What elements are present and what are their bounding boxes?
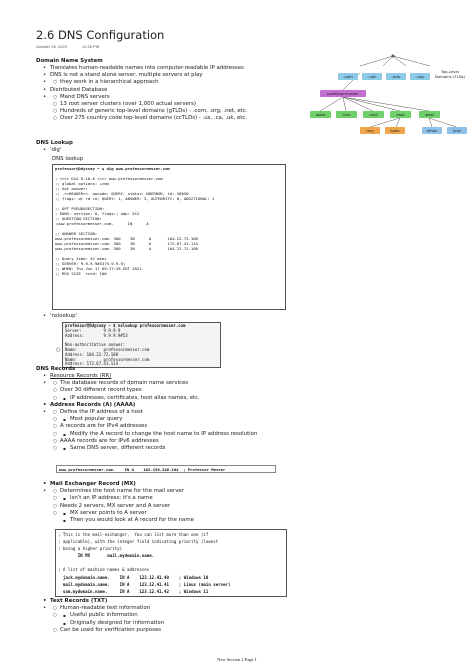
list-item-nested	[50, 605, 456, 634]
list-item: ○ 13 root server clusters (over 1,000 actual servers)	[60, 101, 306, 108]
list-item-nested	[50, 409, 456, 452]
code-line: ;; Got answer:	[55, 186, 88, 191]
list-item: ○ • The database records of domain name services	[60, 380, 456, 387]
dig-label: DNS lookup	[52, 156, 84, 162]
tld-node-org: .org	[410, 73, 430, 80]
list-item: • 'dig'	[50, 147, 73, 154]
list-item: ▪ ○ Most popular query	[70, 416, 456, 423]
code-line: ;; OPT PSEUDOSECTION:	[55, 206, 105, 211]
list-item: ▪ ○ Modify the A record to change the host name to IP address resolution	[70, 431, 456, 438]
list-item-nested	[60, 612, 456, 626]
host-node-katie: katie	[385, 127, 405, 134]
list-item: • DNS is not a stand alone server, multiple servers at play	[50, 72, 306, 79]
list-item: ▪ ○ Useful public information	[70, 612, 456, 619]
list-item: ▪ ○ Same DNS server, different records	[70, 445, 456, 452]
a-record-example	[56, 465, 276, 473]
code-line: mail.mydomain.name. IN A 123.12.41.41 ; Linux (main server)	[58, 581, 231, 587]
list-item-nested	[60, 495, 456, 502]
code-line: www.professormesser.com. 300 IN A 104.22.73.108	[55, 236, 198, 241]
list-item-nested	[50, 94, 306, 123]
list-item: • Address Records (A) (AAAA)	[50, 402, 456, 409]
second-level-node: professormesser	[320, 90, 366, 97]
tld-label: Top-Level Domains (TLDs)	[434, 69, 466, 79]
page-date: October 16, 2023	[36, 44, 67, 49]
tld-node-com: .com	[338, 73, 358, 80]
nslookup-section	[36, 313, 77, 320]
code-line: ; applicable), with the integer field indicating priority (lowest	[58, 539, 219, 545]
list-item: • Distributed Database	[50, 87, 306, 94]
code-line: jack.mydomain.name. IN A 123.12.41.40 ; Windows 10	[58, 574, 209, 580]
code-line: Address: 9.9.9.9#53	[65, 332, 128, 338]
dig-code-lines	[55, 166, 283, 276]
mx-record-example	[55, 529, 287, 597]
code-line: ;; QUESTION SECTION:	[55, 216, 102, 221]
bullet-list	[36, 313, 77, 320]
list-item: ○ AAAA records are for IPv6 addresses	[60, 438, 456, 445]
section-heading: DNS Lookup	[36, 140, 73, 146]
list-item: ○ Hundreds of generic top-level domains (gTLDs) - .com, .org, .net, etc.	[60, 108, 306, 115]
code-line: ; EDNS: version: 0, flags:; udp: 512	[55, 211, 140, 216]
list-item: ▪ ○ IP addresses, certificates, host alias names, etc.	[70, 395, 456, 402]
host-node-trey: trey	[360, 127, 380, 134]
list-item-nested	[60, 416, 456, 423]
code-line: ;; MSG SIZE rcvd: 100	[55, 271, 107, 276]
dig-output	[52, 164, 286, 310]
bullet-list	[36, 481, 456, 524]
list-item: ▪ ○ Isn't an IP address; it's a name	[70, 495, 456, 502]
bullet-list	[36, 147, 73, 154]
code-line: Server: 9.9.9.9	[65, 327, 121, 333]
section-mx-records	[36, 481, 456, 524]
list-item: ○ • Mand DNS servers	[60, 94, 306, 101]
code-line: www.professormesser.com. 300 IN A 172.67.41.114	[55, 241, 198, 246]
list-item-nested	[60, 431, 456, 438]
nslookup-output	[62, 322, 221, 368]
host-node-mail: mail	[363, 111, 384, 118]
section-domain-name-system	[36, 58, 306, 123]
list-item: ○ Over 275 country code top-level domains (ccTLDs) - .us, .ca, .uk, etc.	[60, 115, 306, 122]
list-item: • Translates human-readable names into computer-readable IP addresses	[50, 65, 306, 72]
code-line: professor@Odyssey ~ $ nslookup professormesser.com	[65, 323, 186, 328]
code-line: ; being a higher priority)	[58, 546, 123, 552]
code-line: Address: 172.67.41.114	[65, 361, 118, 367]
section-heading: Domain Name System	[36, 58, 103, 64]
a-record-example-line: www.professormesser.com. IN A 162.159.246.164 ; Professor Messer	[59, 467, 226, 472]
code-line: Address: 104.22.72.108	[65, 351, 118, 357]
list-item: ▪ ○ MX server points to A server	[70, 510, 456, 517]
section-heading: DNS Records	[36, 366, 76, 372]
tld-node-net: .net	[362, 73, 382, 80]
code-line: www.professormesser.com. 300 IN A 104.22.72.108	[55, 246, 198, 251]
list-item: ▪ Originally designed for information	[70, 620, 456, 627]
list-item: • 'nslookup'	[50, 313, 77, 320]
list-item: ○ Over 30 different record types	[60, 387, 456, 394]
code-line: Non-authoritative answer:	[65, 342, 126, 348]
code-line: Name: professormesser.com	[65, 346, 150, 352]
tld-node-edu: .edu	[386, 73, 406, 80]
list-item-nested	[50, 488, 456, 524]
list-item: ○ Can be used for verification purposes	[60, 627, 456, 634]
list-item: ▪ Then you would look at A record for the name	[70, 517, 456, 524]
host-node-judy: judy	[447, 127, 467, 134]
code-line: ; A list of machine names & addresses	[58, 567, 150, 573]
code-line: ;; flags: qr rd ra; QUERY: 1, ANSWER: 3, AUTHORITY: 0, ADDITIONAL: 1	[55, 196, 215, 201]
list-item-nested	[50, 79, 306, 86]
list-item: • Resource Records (RR)	[50, 373, 456, 380]
list-item: • Mail Exchanger Record (MX)	[50, 481, 456, 488]
list-item-nested	[60, 395, 456, 402]
list-item: ○ • Human-readable text information	[60, 605, 456, 612]
code-line: ;; ANSWER SECTION:	[55, 231, 98, 236]
bullet-list	[36, 373, 456, 452]
code-line: ;; Query time: 42 msec	[55, 256, 107, 261]
list-item: ○ • Define the IP address of a host	[60, 409, 456, 416]
host-node-live: live	[336, 111, 357, 118]
list-item: ○ Needs 2 servers, MX server and A server	[60, 503, 456, 510]
code-line: ;; WHEN: Thu Jun 17 09:17:28 EDT 2021	[55, 266, 142, 271]
code-line	[58, 559, 284, 566]
code-line: ; This is the mail-exchanger. You can list more than one (if	[58, 532, 209, 537]
host-node-east: east	[390, 111, 411, 118]
page-footer: New Section 2 Page 1	[217, 657, 257, 662]
list-item-nested	[60, 510, 456, 524]
mx-code-lines	[58, 531, 284, 595]
code-line: ;; SERVER: 9.9.9.9#53(9.9.9.9)	[55, 261, 126, 266]
list-item: ○ • Determines the host name for the mail server	[60, 488, 456, 495]
code-line: ;www.professormesser.com. IN A	[55, 221, 149, 226]
list-item: ○ • they work in a hierarchical approach	[60, 79, 306, 86]
code-line: Name: professormesser.com	[65, 356, 150, 362]
list-item-nested	[60, 445, 456, 452]
section-txt-records	[36, 598, 456, 634]
bullet-list	[36, 65, 306, 123]
list-item: ○ A records are for IPv4 addresses	[60, 423, 456, 430]
code-line: professor@Odyssey ~ $ dig www.professormesser.com	[55, 166, 170, 171]
section-dns-lookup	[36, 140, 73, 154]
page-title: 2.6 DNS Configuration	[36, 28, 165, 42]
code-line: ;; global options: +cmd	[55, 181, 109, 186]
section-dns-records	[36, 366, 456, 452]
bullet-list	[36, 598, 456, 634]
page-meta	[36, 44, 113, 49]
code-line: sam.mydomain.name. IN A 123.12.41.42 ; Windows 11	[58, 588, 209, 594]
code-line: ; <<>> DiG 9.10.6 <<>> www.professormesser.com	[55, 176, 163, 181]
list-item-nested	[50, 380, 456, 402]
page-time: 12:26 PM	[82, 44, 100, 49]
code-line: ;; ->>HEADER<<- opcode: QUERY, status: NOERROR, id: 58050	[55, 191, 189, 196]
sub-bullet-icon: ○	[56, 347, 61, 353]
nslookup-code-lines	[65, 324, 218, 368]
host-node-west: west	[419, 111, 440, 118]
list-item: • Text Records (TXT)	[50, 598, 456, 605]
host-node-www: www	[310, 111, 331, 118]
dns-hierarchy-diagram	[298, 54, 468, 138]
code-line: IN MX mail.mydomain.name.	[58, 553, 155, 559]
host-node-ethan: ethan	[422, 127, 442, 134]
